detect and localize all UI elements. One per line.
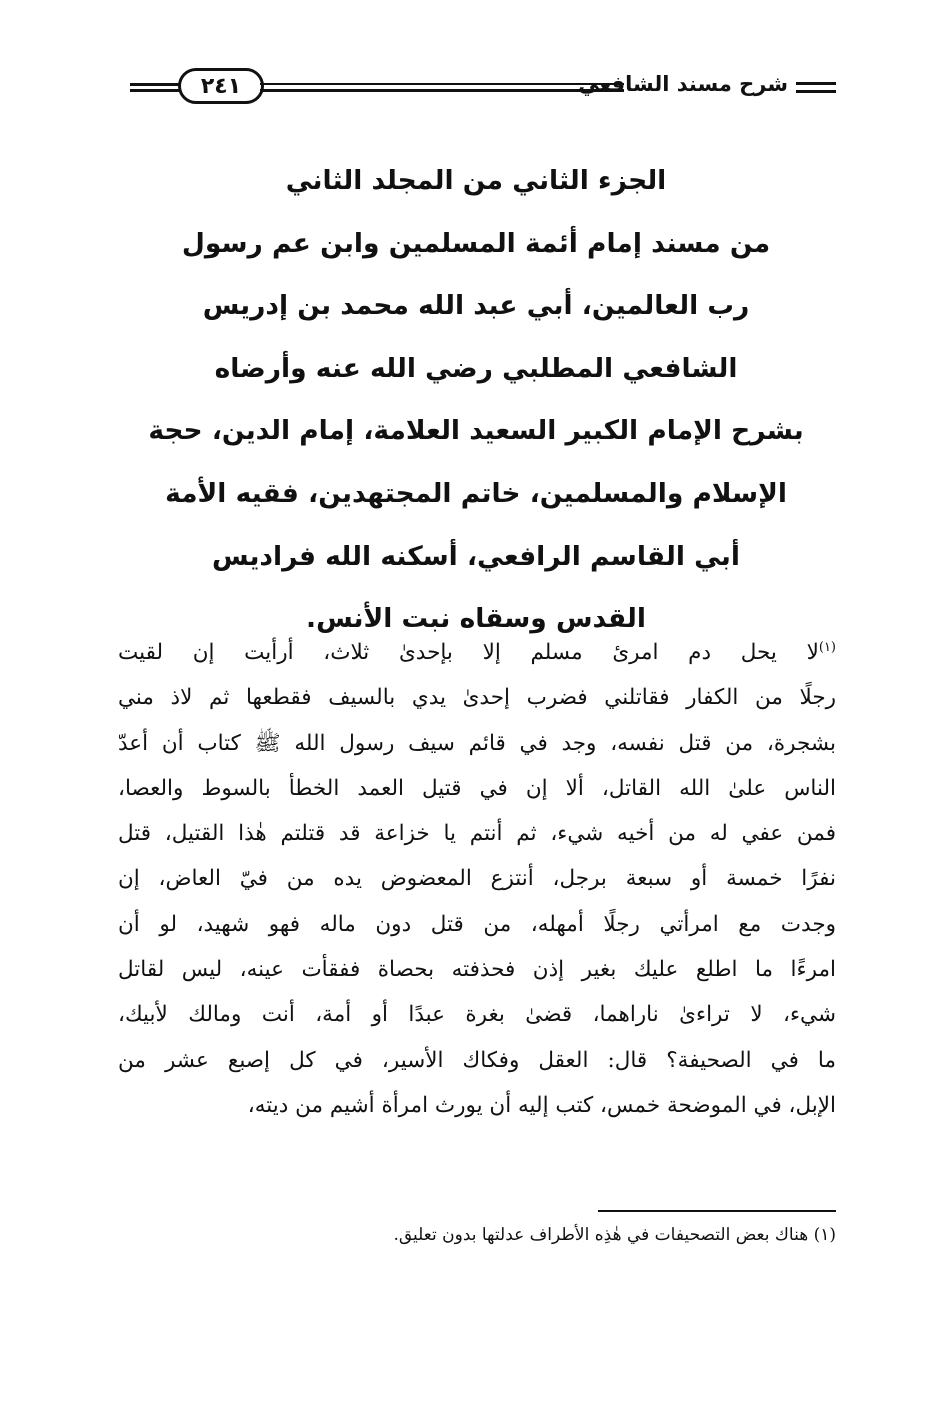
title-line: أبي القاسم الرافعي، أسكنه الله فراديس bbox=[212, 540, 740, 572]
running-title: شرح مسند الشافعي bbox=[578, 72, 788, 96]
body-line: الإبل، في الموضحة خمس، كتب إليه أن يورث امرأة أشيم من ديته، bbox=[247, 1092, 836, 1118]
body-line: رجلًا من الكفار فقاتلني فضرب إحدىٰ يدي بالسيف فقطعها ثم لاذ مني bbox=[118, 685, 836, 711]
footnote-reference[interactable]: (١) bbox=[818, 639, 836, 655]
page-number: ٢٤١ bbox=[178, 68, 264, 104]
title-line: رب العالمين، أبي عبد الله محمد بن إدريس bbox=[202, 290, 750, 322]
volume-title bbox=[118, 150, 834, 651]
body-line: ما في الصحيفة؟ قال: العقل وفكاك الأسير، في كل إصبع عشر من bbox=[118, 1047, 836, 1073]
running-header bbox=[120, 68, 836, 110]
body-line bbox=[118, 630, 836, 675]
body-line: امرءًا ما اطلع عليك بغير إذن فحذفته بحصاة ففقأت عينه، ليس لقاتل bbox=[118, 957, 836, 983]
header-rule bbox=[260, 83, 624, 95]
title-line: الجزء الثاني من المجلد الثاني bbox=[285, 165, 667, 196]
body-line: شيء، لا تراءىٰ ناراهما، قضىٰ بغرة عبدًا أو أمة، أنت ومالك لأبيك، bbox=[118, 1002, 836, 1028]
header-marker bbox=[796, 82, 836, 96]
title-line: من مسند إمام أئمة المسلمين وابن عم رسول bbox=[181, 227, 771, 259]
footnote-separator bbox=[598, 1210, 836, 1212]
body-line-text: لا يحل دم امرئ مسلم إلا بإحدىٰ ثلاث، أرأيت إن لقيت bbox=[118, 640, 819, 665]
header-rule-left bbox=[130, 83, 182, 95]
body-line: فمن عفي له من أخيه شيء، ثم أنتم يا خزاعة قد قتلتم هٰذا القتيل، قتل bbox=[118, 821, 836, 847]
body-line: وجدت مع امرأتي رجلًا أمهله، من قتل دون ماله فهو شهيد، لو أن bbox=[118, 911, 836, 937]
body-line: بشجرة، من قتل نفسه، وجد في قائم سيف رسول الله ﷺ كتاب أن أعدّ bbox=[118, 730, 836, 756]
footnote: (١) هناك بعض التصحيفات في هٰذِه الأطراف عدلتها بدون تعليق. bbox=[393, 1225, 836, 1245]
title-line: الإسلام والمسلمين، خاتم المجتهدين، فقيه الأمة bbox=[165, 477, 787, 509]
body-text bbox=[118, 630, 836, 1128]
title-line: بشرح الإمام الكبير السعيد العلامة، إمام الدين، حجة bbox=[148, 415, 804, 447]
body-line: الناس علىٰ الله القاتل، ألا إن في قتيل العمد الخطأ بالسوط والعصا، bbox=[118, 775, 836, 801]
body-line: نفرًا خمسة أو سبعة برجل، أنتزع المعضوض يده من فيّ العاض، إن bbox=[118, 866, 836, 892]
title-line: القدس وسقاه نبت الأنس. bbox=[306, 603, 646, 635]
title-line: الشافعي المطلبي رضي الله عنه وأرضاه bbox=[214, 352, 738, 384]
